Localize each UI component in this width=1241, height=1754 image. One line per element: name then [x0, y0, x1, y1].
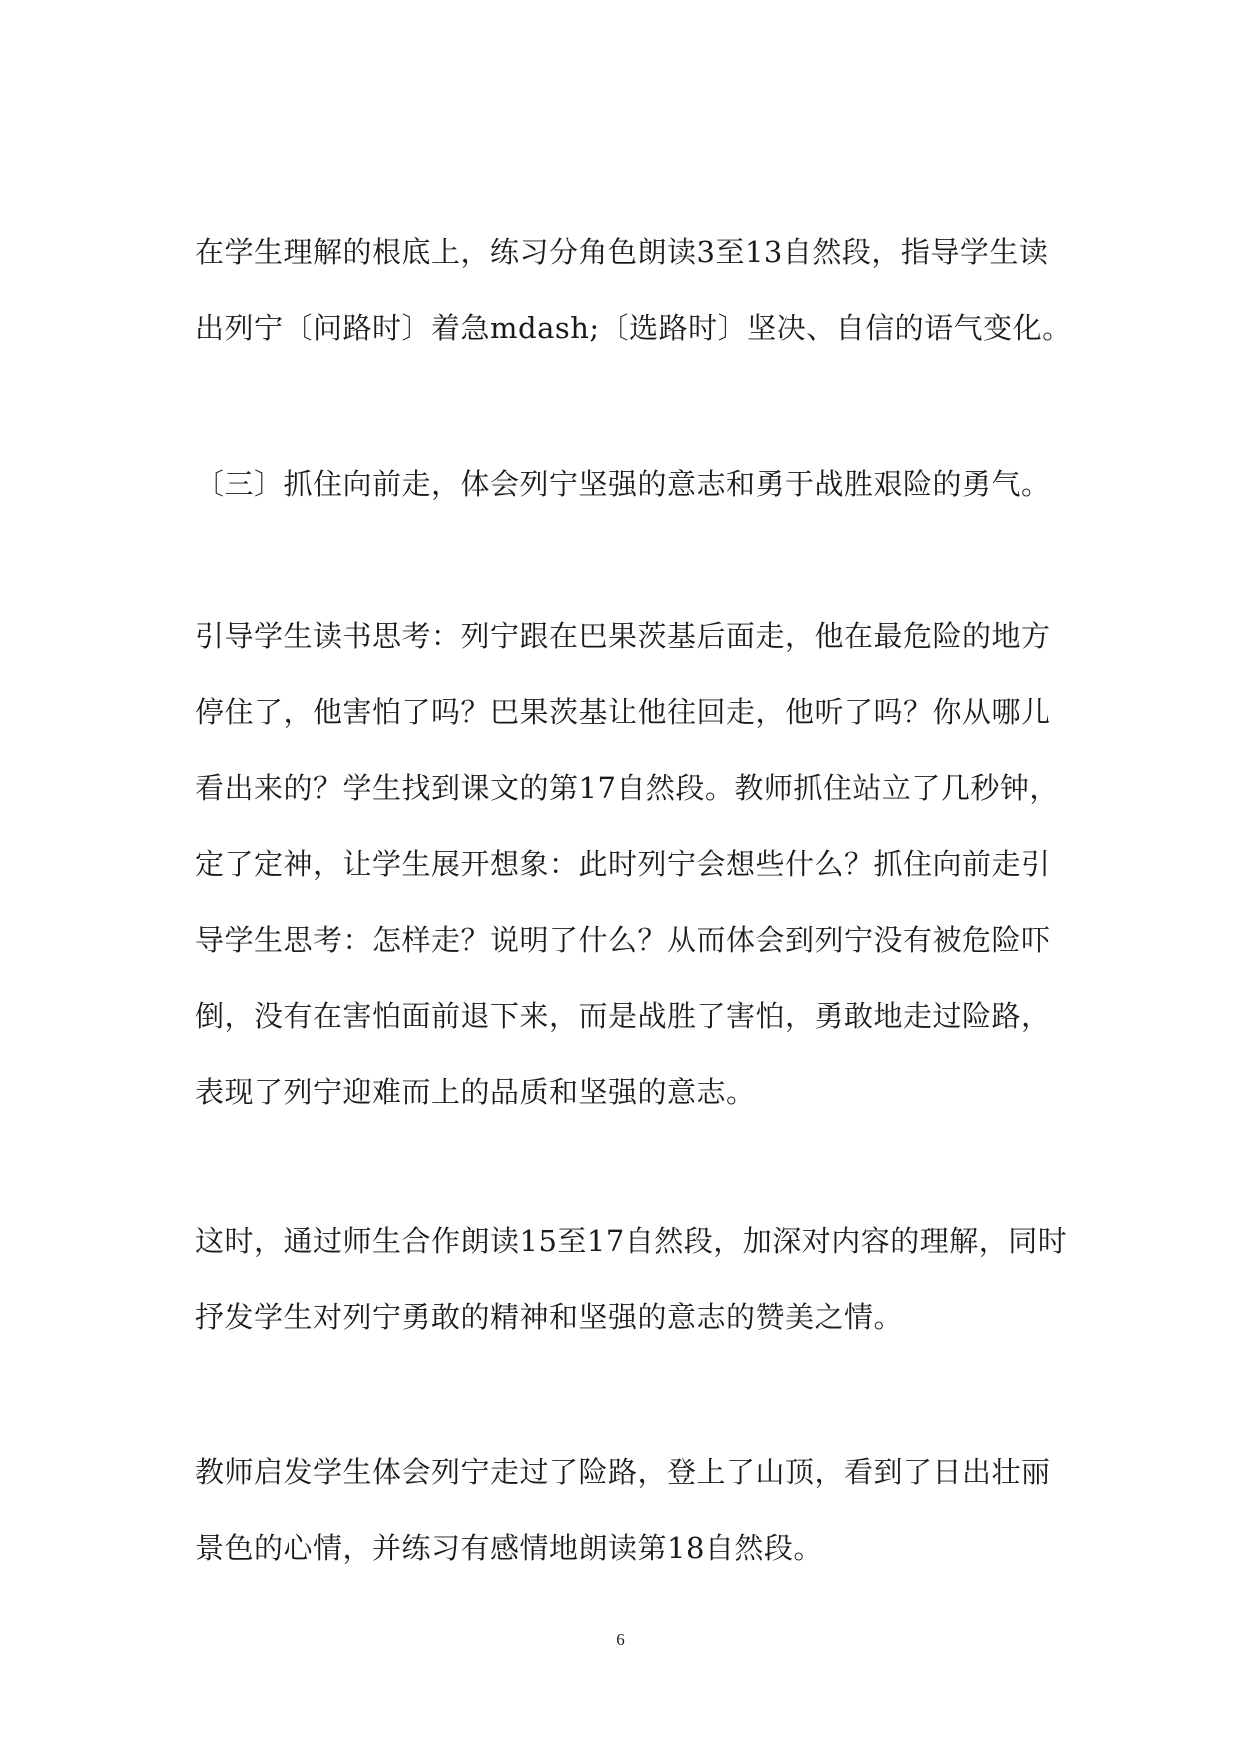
- paragraph-4: [195, 1203, 1068, 1355]
- section-heading-3: [195, 446, 1055, 522]
- text-line: 这时，通过师生合作朗读15至17自然段，加深对内容的理解，同时: [195, 1224, 1068, 1258]
- text-line: 景色的心情，并练习有感情地朗读第18自然段。: [195, 1531, 823, 1565]
- text-line: 出列宁〔问路时〕着急mdash;〔选路时〕坚决、自信的语气变化。: [195, 311, 1072, 345]
- page-number: 6: [616, 1630, 625, 1649]
- text-line: 看出来的？学生找到课文的第17自然段。教师抓住站立了几秒钟，: [195, 771, 1059, 805]
- text-line: 倒，没有在害怕面前退下来，而是战胜了害怕，勇敢地走过险路，: [195, 999, 1051, 1033]
- text-line: 导学生思考：怎样走？说明了什么？从而体会到列宁没有被危险吓: [195, 923, 1051, 957]
- text-line: 定了定神，让学生展开想象：此时列宁会想些什么？抓住向前走引: [195, 847, 1051, 881]
- text-line: 在学生理解的根底上，练习分角色朗读3至13自然段，指导学生读: [195, 235, 1049, 269]
- text-line: 表现了列宁迎难而上的品质和坚强的意志。: [195, 1075, 756, 1109]
- text-line: 〔三〕抓住向前走，体会列宁坚强的意志和勇于战胜艰险的勇气。: [195, 467, 1051, 501]
- text-line: 停住了，他害怕了吗？巴果茨基让他往回走，他听了吗？你从哪儿: [195, 695, 1051, 729]
- paragraph-5: [195, 1434, 1055, 1586]
- text-line: 引导学生读书思考：列宁跟在巴果茨基后面走，他在最危险的地方: [195, 619, 1051, 653]
- paragraph-3: [195, 598, 1059, 1130]
- paragraph-1: [195, 214, 1072, 366]
- text-line: 教师启发学生体会列宁走过了险路，登上了山顶，看到了日出壮丽: [195, 1455, 1051, 1489]
- text-line: 抒发学生对列宁勇敢的精神和坚强的意志的赞美之情。: [195, 1300, 904, 1334]
